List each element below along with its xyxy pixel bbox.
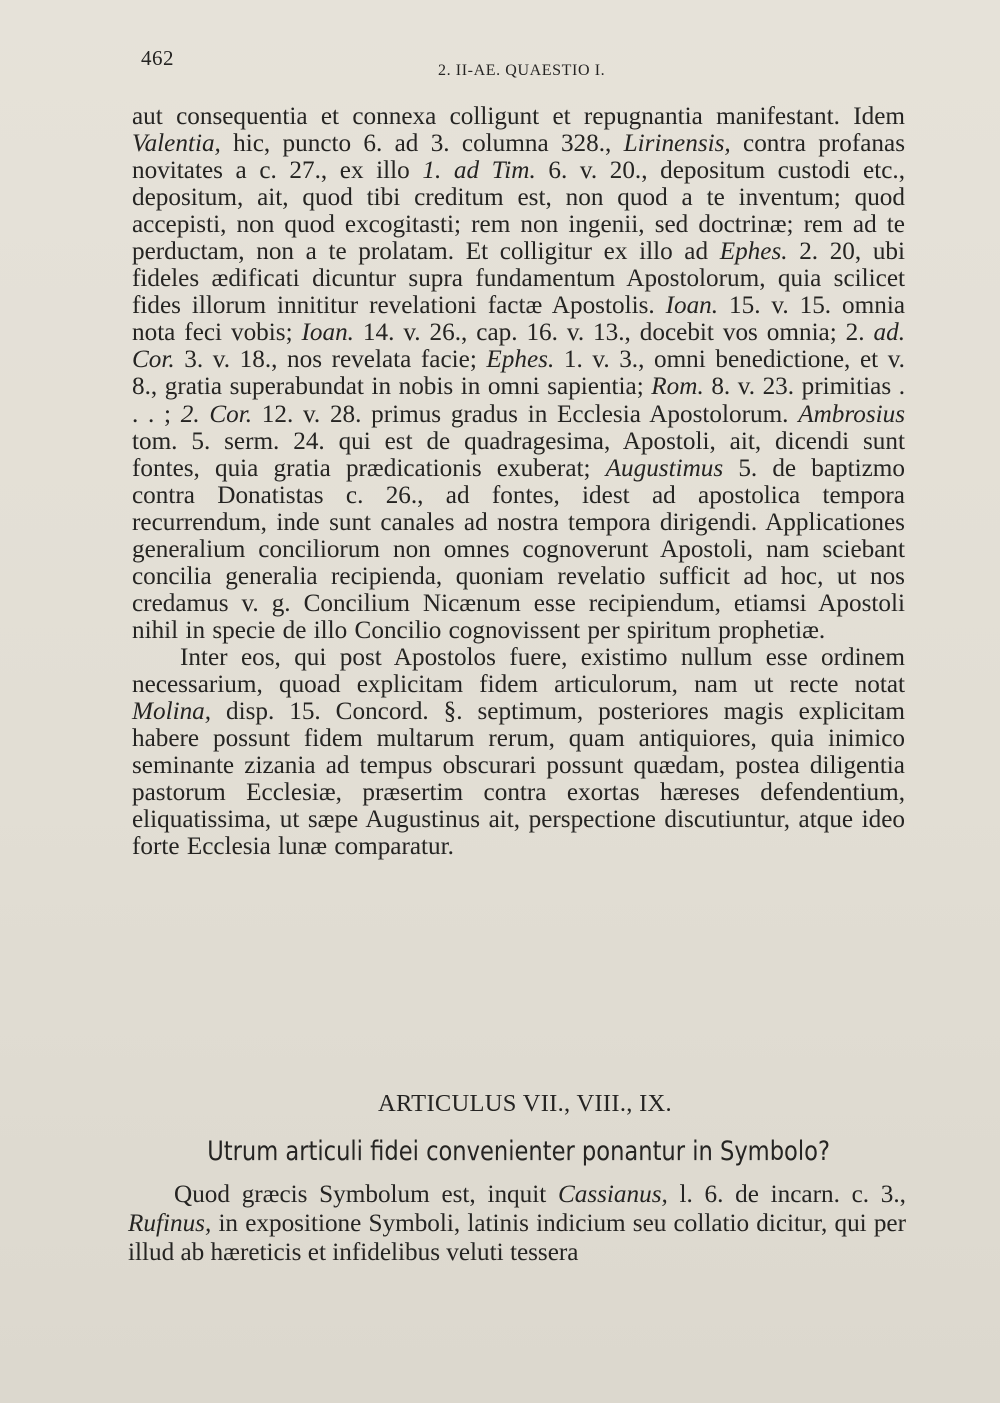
italic-reference: 1. ad Tim. xyxy=(422,157,536,185)
italic-reference: Molina, xyxy=(132,698,212,726)
text-run: Inter eos, qui post Apostolos fuere, existimo nullum esse ordinem necessarium, quoad explicitam fidem articulorum, nam ut recte notat xyxy=(132,643,905,698)
text-run: 6. v. 20., depositum custodi etc., depositum, ait, quod tibi creditum est, non quod a te inventum; quod accepisti, non quod excogitasti; rem non ingenii, sed doctrinæ; rem ad te perductam, non a te prolatam. Et colligitur ex illo ad xyxy=(132,157,905,266)
italic-reference: Rufinus, xyxy=(128,1210,212,1237)
italic-reference: Ioan. xyxy=(301,319,354,347)
text-run: 14. v. 26., cap. 16. v. 13., docebit vos omnia; 2. xyxy=(353,319,874,347)
text-run: hic, puncto 6. ad 3. columna 328., xyxy=(220,130,624,158)
italic-reference: Rom. xyxy=(651,373,704,401)
italic-reference: Ephes. xyxy=(719,238,788,266)
text-run: 12. v. 28. primus gradus in Ecclesia Apostolorum. xyxy=(252,400,799,428)
italic-reference: Ambrosius xyxy=(798,400,906,428)
text-run: 5. de baptizmo contra Donatistas c. 26., ad fontes, idest ad apostolica tempora recurrendum, inde sunt canales ad nostra tempora dirigendi. Applicationes generalium conciliorum non omnes cognoverunt Apostoli, nam sciebant concilia generalia recipienda, quoniam revelatio sufficit ad hoc, ut nos credamus v. g. Concilium Nicænum esse recipiendum, etiamsi Apostoli nihil in specie de illo Concilio cognovissent per spiritum prophetiæ. xyxy=(132,454,905,644)
text-run: 15. v. 15. omnia nota feci vobis; xyxy=(132,292,905,347)
text-run: l. 6. de incarn. c. 3., xyxy=(667,1181,906,1208)
italic-reference: ad. Cor. xyxy=(132,319,905,374)
italic-reference: Augustimus xyxy=(605,454,724,482)
text-run: 1. v. 3., omni benedictione, et v. 8., gratia superabundat in nobis in omni sapientia; xyxy=(132,346,905,401)
text-run: disp. 15. Concord. §. septimum, posteriores magis explicitam habere possunt fidem multarum rerum, quam antiquiores, quia inimico seminante zizania ad tempus obscurari possunt quædam, postea diligentia pastorum Ecclesiæ, præsertim contra exortas hæreses defendentium, eliquatissima, ut sæpe Augustinus ait, perspectione discutiuntur, atque ideo forte Ecclesia lunæ comparatur. xyxy=(132,698,905,861)
text-run: 8. v. 23. primitias . . . ; xyxy=(132,373,905,428)
text-run: aut consequentia et connexa colligunt et repugnantia manifestant. Idem xyxy=(132,103,905,130)
article-text xyxy=(128,1180,906,1267)
italic-reference: Valentia, xyxy=(132,130,221,158)
paragraph-2 xyxy=(132,644,905,860)
italic-reference: Cassianus, xyxy=(557,1181,668,1208)
text-run: in expositione Symboli, latinis indicium seu collatio dicitur, qui per illud ab hæreticis et infidelibus veluti tessera xyxy=(128,1210,906,1266)
text-run: 3. v. 18., nos revelata facie; xyxy=(174,346,487,374)
italic-reference: 2. Cor. xyxy=(180,400,253,428)
text-run: 2. 20, ubi fideles ædificati dicuntur supra fundamentum Apostolorum, quia scilicet fides illorum innititur revelationi factæ Apostolis. xyxy=(132,238,906,320)
italic-reference: Lirinensis, xyxy=(623,130,731,158)
running-head: 2. II-AE. QUAESTIO I. xyxy=(438,62,606,79)
italic-reference: Ephes. xyxy=(486,346,555,374)
article-title: ARTICULUS VII., VIII., IX. xyxy=(378,1090,672,1117)
italic-reference: Ioan. xyxy=(665,292,719,320)
text-run: contra profanas novitates a c. 27., ex illo xyxy=(132,130,905,185)
text-run: tom. 5. serm. 24. qui est de quadragesima, Apostoli, ait, dicendi sunt fontes, quia gratia prædicationis exuberat; xyxy=(132,427,905,482)
page-number: 462 xyxy=(141,46,174,70)
article-question: Utrum articuli fidei convenienter ponantur in Symbolo? xyxy=(207,1136,830,1167)
article-paragraph xyxy=(128,1180,906,1267)
paragraph-1 xyxy=(132,103,905,644)
text-run: Quod græcis Symbolum est, inquit xyxy=(174,1181,558,1208)
main-text xyxy=(132,103,905,860)
